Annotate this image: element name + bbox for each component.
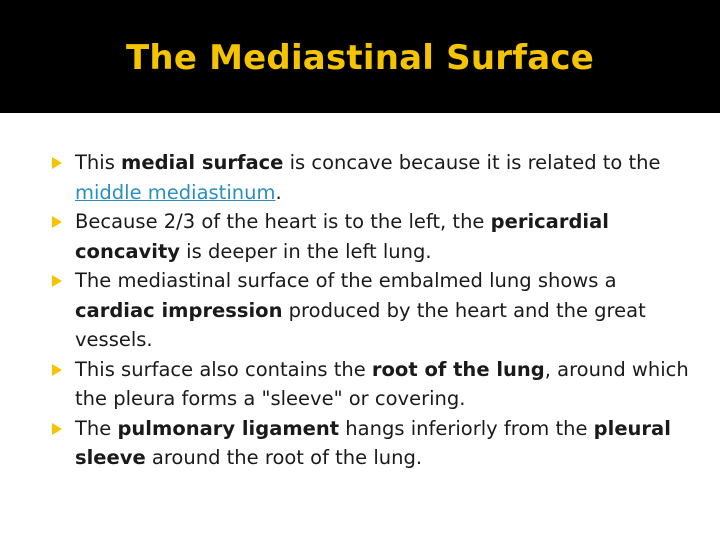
middle-mediastinum-link[interactable]: middle mediastinum	[75, 180, 276, 204]
bullet-text: Because 2/3 of the heart is to the left, the	[75, 210, 491, 233]
bullet-arrow-icon	[52, 216, 62, 228]
bullet-text: produced by the heart and the great vessels.	[75, 298, 646, 351]
bullet-bold-text: pericardial concavity	[75, 210, 609, 263]
bullet-arrow-icon	[52, 275, 62, 287]
bullet-text: around the root of the lung.	[145, 446, 423, 469]
bullet-arrow-icon	[52, 364, 62, 376]
bullet-item	[52, 148, 692, 207]
bullet-text: hangs inferiorly from the	[339, 416, 594, 440]
bullet-item	[52, 266, 692, 355]
bullet-bold-text: medial surface	[121, 151, 284, 174]
bullet-item	[52, 414, 692, 473]
bullet-item	[52, 207, 692, 266]
bullet-text: The	[75, 416, 118, 440]
bullet-arrow-icon	[52, 157, 62, 169]
bullet-text: The mediastinal surface of the embalmed lung shows a	[75, 269, 617, 292]
title-bar	[0, 0, 720, 113]
bullet-bold-text: pleural sleeve	[75, 416, 671, 469]
bullet-text: This surface also contains the	[75, 357, 372, 381]
bullet-text: This	[75, 151, 122, 174]
bullet-item	[52, 355, 692, 414]
bullet-text: is deeper in the left lung.	[179, 239, 432, 263]
bullet-text: .	[275, 180, 282, 204]
slide-title: The Mediastinal Surface	[126, 38, 594, 78]
bullet-bold-text: pulmonary ligament	[117, 416, 340, 440]
bullet-arrow-icon	[52, 423, 62, 435]
bullet-text: , around which the pleura forms a "sleeve" or covering.	[75, 357, 689, 410]
bullet-bold-text: cardiac impression	[75, 298, 283, 322]
bullet-list	[52, 148, 692, 473]
bullet-text: is concave because it is related to the	[283, 151, 661, 174]
bullet-bold-text: root of the lung	[371, 357, 545, 381]
